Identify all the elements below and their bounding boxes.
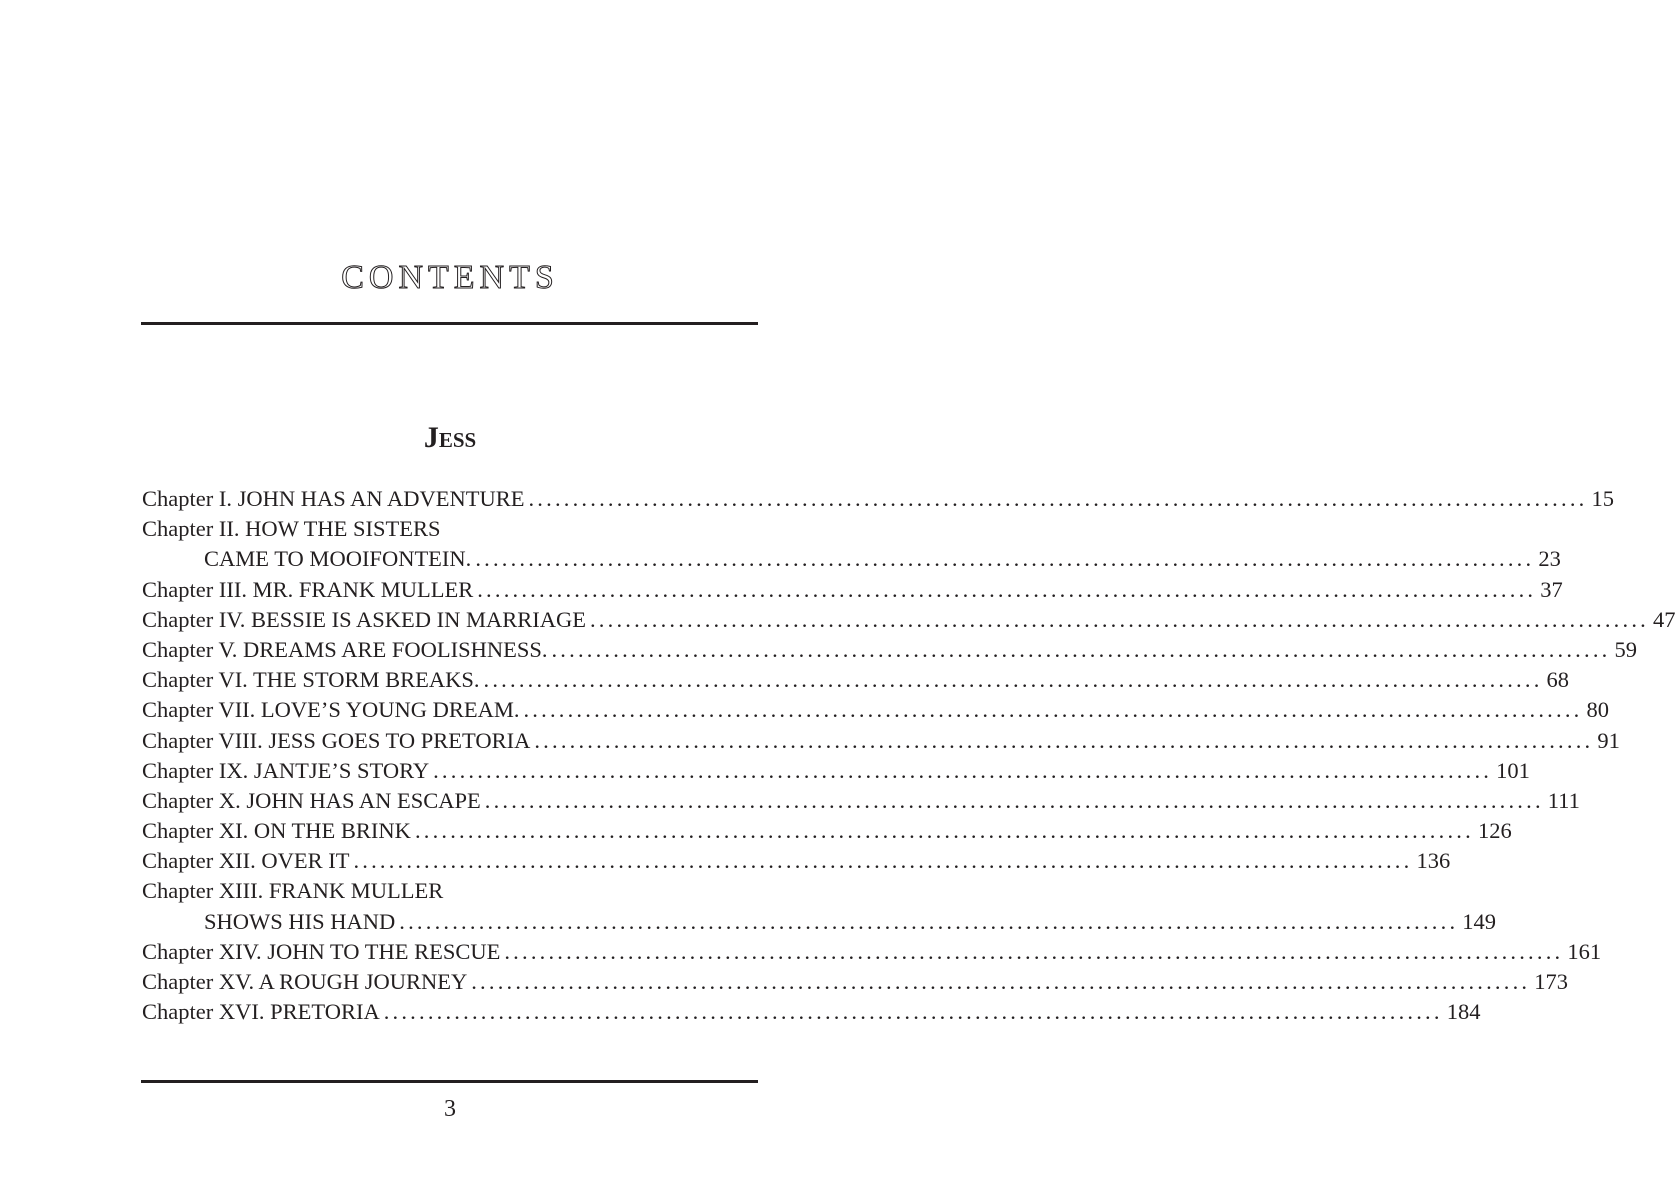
toc-entry[interactable] [142,726,1620,756]
dot-leader: ........................................................................................................................ [528,486,1588,511]
toc-entry-page: 15 [1591,486,1614,511]
toc-entry-label: Chapter XVI. PRETORIA [142,999,380,1025]
toc-entry-label: Chapter XIV. JOHN TO THE RESCUE [142,938,501,964]
toc-entry-page: 149 [1462,908,1497,934]
toc-entry-label: Chapter XV. A ROUGH JOURNEY [142,969,468,994]
toc-entry-page: 101 [1496,757,1530,783]
dot-leader: ........................................................................................................................ [483,667,1543,693]
dot-leader: ........................................................................................................................ [551,636,1611,662]
toc-entry[interactable] [142,876,748,906]
toc-entry-label: Chapter IV. BESSIE IS ASKED IN MARRIAGE [142,606,586,632]
dot-leader: ........................................................................................................................ [353,848,1413,874]
dot-leader: ........................................................................................................................ [523,697,1583,723]
toc-entry-label: Chapter VII. LOVE’S YOUNG DREAM. [142,697,520,723]
dot-leader: ........................................................................................................................ [504,938,1564,964]
bottom-divider [141,1080,758,1083]
toc-entry[interactable] [142,575,1563,605]
toc-entry[interactable] [142,695,1609,725]
toc-entry-page: 126 [1477,818,1512,844]
dot-leader: ........................................................................................................................ [399,908,1459,934]
toc-entry-page: 184 [1446,999,1481,1025]
toc-entry[interactable] [142,786,1580,816]
toc-entry[interactable] [142,635,1637,665]
book-title: Jess [423,421,477,454]
dot-leader: ........................................................................................................................ [589,606,1649,632]
toc-entry-page: 47 [1652,606,1675,632]
toc-entry-label: Chapter XIII. FRANK MULLER [142,878,444,904]
dot-leader: ........................................................................................................................ [471,969,1531,994]
toc-entry-page: 91 [1597,727,1620,753]
toc-entry-label: Chapter II. HOW THE SISTERS [142,516,441,542]
toc-entry-label: Chapter III. MR. FRANK MULLER [142,576,474,602]
toc-entry-label: Chapter XII. OVER IT [142,848,350,874]
toc-entry[interactable] [142,514,748,544]
toc-entry-page: 80 [1586,697,1609,723]
toc-entry[interactable] [142,665,1570,695]
toc-entry-label: Chapter I. JOHN HAS AN ADVENTURE [142,486,525,511]
toc-entry-label: Chapter XI. ON THE BRINK [142,818,411,844]
toc-entry-page: 68 [1546,667,1570,693]
toc-entry-label: CAME TO MOOIFONTEIN. [204,546,472,572]
page-number: 3 [444,1096,456,1122]
toc-entry-page: 111 [1547,787,1580,813]
toc-entry-label: Chapter V. DREAMS ARE FOOLISHNESS. [142,636,548,662]
dot-leader: ........................................................................................................................ [534,727,1594,753]
toc-entry-page: 173 [1534,969,1568,994]
toc-entry[interactable] [142,544,1561,574]
toc-entry-label: SHOWS HIS HAND [204,908,396,934]
toc-entry[interactable] [142,816,1512,846]
toc-entry-label: Chapter VIII. JESS GOES TO PRETORIA [142,727,531,753]
dot-leader: ........................................................................................................................ [484,787,1544,813]
toc-entry[interactable] [142,997,1481,1027]
toc-entry-label: Chapter VI. THE STORM BREAKS. [142,667,480,693]
toc-entry-page: 136 [1416,848,1451,874]
top-divider [141,322,758,325]
toc-entry[interactable] [142,967,1568,997]
toc-entry-page: 23 [1538,546,1561,572]
toc-entry-label: Chapter X. JOHN HAS AN ESCAPE [142,787,481,813]
dot-leader: ........................................................................................................................ [433,757,1493,783]
toc-entry-page: 59 [1614,636,1637,662]
toc-entry[interactable] [142,756,1530,786]
toc-entry[interactable] [142,907,1497,937]
toc-entry-page: 37 [1540,576,1563,602]
toc-entry[interactable] [142,937,1602,967]
toc-entry[interactable] [142,605,1675,635]
toc-entry[interactable] [142,846,1451,876]
dot-leader: ........................................................................................................................ [477,576,1537,602]
dot-leader: ........................................................................................................................ [383,999,1443,1025]
toc-entry-page: 161 [1567,938,1602,964]
dot-leader: ........................................................................................................................ [414,818,1474,844]
table-of-contents [142,484,1675,1027]
toc-entry[interactable] [142,484,1614,514]
dot-leader: ........................................................................................................................ [475,546,1535,572]
toc-entry-label: Chapter IX. JANTJE’S STORY [142,757,430,783]
contents-heading: CONTENTS [341,259,559,296]
